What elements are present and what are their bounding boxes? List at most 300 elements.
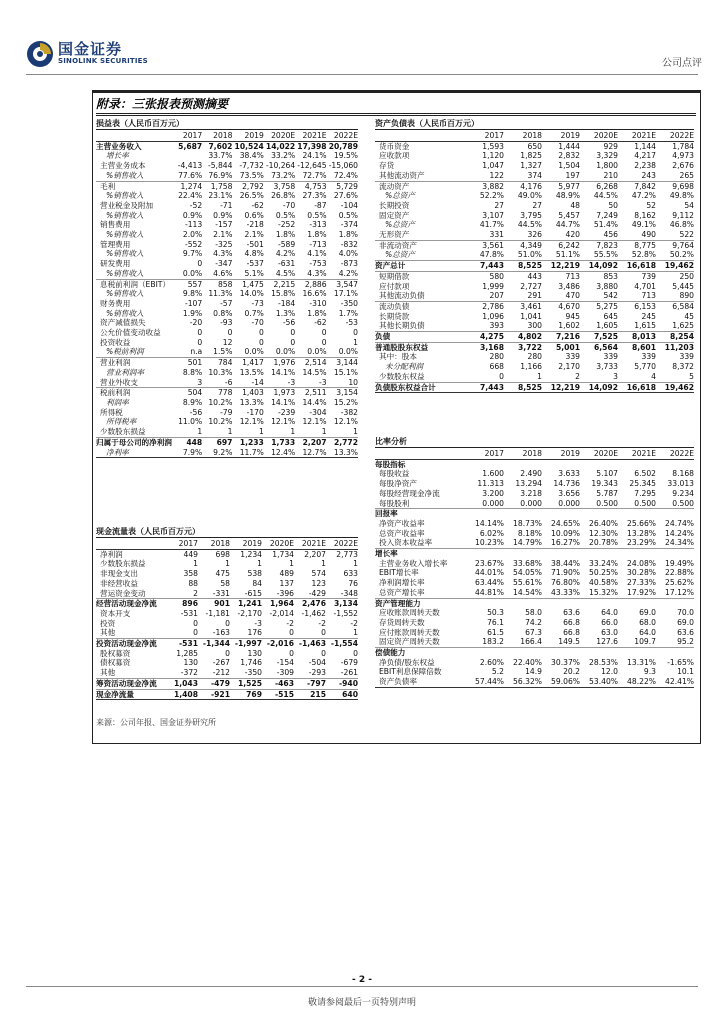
table-row	[375, 598, 694, 608]
value-cell: 449	[183, 549, 198, 559]
value-cell: 4.1%	[307, 249, 327, 259]
value-cell: 1.9%	[182, 308, 203, 318]
value-cell: 17.92%	[618, 588, 656, 598]
value-cell: 697	[216, 437, 233, 447]
table-row	[375, 321, 694, 331]
row-label: 应收账款周转天数	[379, 608, 440, 618]
table-row	[375, 637, 694, 647]
value-cell: 1,241	[237, 599, 262, 609]
value-cell: 1,734	[272, 549, 294, 559]
value-cell: 11,203	[664, 342, 694, 352]
value-cell: -2	[318, 618, 326, 628]
value-cell: 4,176	[520, 181, 542, 191]
value-cell: 109.7	[618, 637, 656, 647]
row-label: 归属于母公司的净利润	[96, 437, 172, 447]
value-cell: -921	[198, 689, 230, 700]
value-cell: 633	[343, 569, 358, 579]
value-cell: -304	[309, 407, 327, 417]
value-cell: 73.2%	[264, 171, 295, 181]
value-cell: 448	[186, 437, 203, 447]
value-cell: 23.29%	[618, 538, 656, 548]
value-cell: 280	[489, 352, 504, 362]
value-cell: -537	[246, 259, 264, 269]
value-cell: -347	[215, 259, 233, 269]
value-cell: 1,800	[596, 161, 618, 171]
value-cell: 49.8%	[669, 191, 694, 201]
value-cell: 9.7%	[182, 249, 203, 259]
value-cell: 149.5	[542, 637, 580, 647]
value-cell: 331	[466, 230, 504, 240]
value-cell: 38.4%	[239, 151, 264, 161]
row-label: 每股股利	[375, 499, 466, 509]
value-cell: 27	[494, 200, 504, 210]
value-cell: 8,162	[634, 210, 656, 220]
value-cell: 1,417	[242, 358, 264, 368]
value-cell: 7,443	[466, 382, 504, 393]
value-cell: 245	[641, 311, 656, 321]
value-cell: 19.5%	[333, 151, 358, 161]
table-row	[96, 549, 358, 559]
value-cell: 166.4	[504, 637, 542, 647]
sinolink-logo-icon	[26, 40, 54, 68]
value-cell: 0.000	[504, 499, 542, 509]
table-row	[96, 668, 358, 678]
value-cell: -52	[189, 200, 203, 210]
row-label: %税前利润	[96, 347, 172, 357]
value-cell: 7.9%	[172, 448, 202, 458]
row-label: 其他流动负债	[375, 291, 466, 301]
value-cell: 11.7%	[232, 448, 263, 458]
value-cell: 4.6%	[202, 269, 232, 279]
row-label: 净利润增长率	[379, 578, 425, 588]
table-row	[96, 609, 358, 619]
row-label: %销售收入	[106, 289, 144, 299]
value-cell: 11.3%	[208, 289, 233, 299]
table-row	[375, 271, 694, 281]
value-cell	[542, 598, 580, 608]
year-header-blank	[96, 539, 166, 549]
value-cell: 59.06%	[542, 677, 580, 687]
value-cell: -157	[215, 220, 233, 230]
value-cell: 0	[227, 328, 233, 338]
value-cell: 243	[618, 171, 656, 181]
value-cell: 50.3	[487, 608, 504, 618]
value-cell: 339	[679, 352, 694, 362]
value-cell: 6,153	[634, 301, 656, 311]
value-cell: 49.1%	[631, 220, 656, 230]
value-cell: 1	[295, 427, 326, 437]
value-cell: 339	[603, 352, 618, 362]
table-row	[96, 437, 358, 447]
value-cell: 2,773	[336, 549, 358, 559]
value-cell: 88	[188, 578, 198, 588]
value-cell: 393	[466, 321, 504, 331]
value-cell: -631	[277, 259, 296, 269]
value-cell: -2,170	[237, 608, 262, 618]
value-cell: 713	[618, 291, 656, 301]
value-cell: 0	[197, 259, 203, 269]
row-label: 投资收益	[100, 337, 131, 347]
value-cell: 25.345	[629, 479, 656, 489]
value-cell: -87	[314, 200, 327, 210]
value-cell: -293	[294, 668, 326, 678]
row-label: 财务费用	[100, 298, 131, 308]
value-cell: 48	[570, 200, 580, 210]
value-cell: 698	[215, 549, 230, 559]
year-header-cell: 2019	[230, 539, 262, 549]
row-label: 资产负债率	[375, 677, 466, 687]
value-cell: 19,462	[656, 382, 694, 393]
value-cell: 1,758	[210, 181, 233, 191]
value-cell: 4.2%	[327, 269, 358, 279]
value-cell: 56.32%	[504, 677, 542, 687]
value-cell: 6.502	[634, 469, 656, 479]
value-cell: 26.8%	[271, 191, 296, 201]
value-cell: 23.67%	[475, 558, 504, 568]
value-cell: 2,514	[304, 358, 327, 368]
value-cell: -615	[230, 589, 262, 599]
year-header-cell: 2018	[202, 131, 232, 141]
value-cell: 2,170	[558, 362, 580, 372]
year-header-cell: 2022E	[656, 131, 694, 141]
value-cell: -396	[262, 589, 294, 599]
value-cell: 1	[289, 559, 294, 569]
value-cell: 2,207	[302, 437, 327, 447]
value-cell: 44.7%	[555, 220, 580, 230]
value-cell: 3,547	[336, 279, 358, 289]
value-cell: 2.1%	[244, 230, 264, 240]
value-cell: 27	[532, 200, 542, 210]
value-cell: 901	[214, 599, 230, 609]
value-cell: 72.4%	[327, 171, 358, 181]
row-label: 投资活动现金净流	[96, 639, 157, 649]
row-label: 负债股东权益合计	[375, 382, 466, 393]
ratio-title: 比率分析	[375, 437, 407, 446]
value-cell: 19.49%	[665, 558, 694, 568]
cashflow-table	[96, 539, 358, 700]
year-header-cell: 2019	[232, 131, 263, 141]
income-title: 损益表（人民币百万元）	[96, 119, 184, 128]
value-cell: 6.02%	[479, 528, 504, 538]
value-cell: 265	[656, 171, 694, 181]
year-header-cell: 2020E	[262, 539, 294, 549]
value-cell: 0.500	[656, 499, 694, 509]
value-cell: 25.62%	[665, 578, 694, 588]
value-cell: 14,022	[265, 141, 296, 151]
title-rule-2	[96, 115, 696, 116]
value-cell: 5.2	[491, 667, 504, 677]
row-label: 普通股股东权益	[375, 342, 429, 352]
value-cell: 0	[321, 328, 327, 338]
value-cell: 43.33%	[542, 588, 580, 598]
row-label: %销售收入	[106, 249, 144, 259]
row-label: 其中：股本	[379, 352, 417, 362]
row-label: %总资产	[385, 191, 415, 201]
value-cell: 12.1%	[271, 417, 296, 427]
value-cell: -382	[340, 407, 358, 417]
value-cell: 14.736	[553, 479, 580, 489]
table-row	[96, 388, 358, 398]
value-cell: 63.44%	[475, 578, 504, 588]
value-cell: 207	[466, 291, 504, 301]
value-cell: 64.0	[639, 627, 656, 637]
value-cell: -170	[246, 407, 264, 417]
value-cell: 12,219	[542, 382, 580, 393]
value-cell: 339	[565, 352, 580, 362]
value-cell: 713	[565, 271, 580, 281]
value-cell: 769	[230, 689, 262, 700]
value-cell: -239	[277, 407, 296, 417]
value-cell: 57.44%	[466, 677, 504, 687]
value-cell: 1,964	[269, 599, 294, 609]
value-cell: -679	[340, 658, 358, 668]
value-cell: -372	[166, 668, 198, 678]
value-cell: 33.24%	[589, 558, 618, 568]
row-label: 固定资产周转天数	[375, 637, 466, 647]
row-label: 经营活动现金净流	[96, 599, 157, 609]
value-cell: 1	[321, 559, 326, 569]
value-cell: 1.600	[482, 469, 504, 479]
value-cell: 0.9%	[213, 210, 233, 220]
table-row	[375, 141, 694, 151]
value-cell: 1,593	[482, 141, 504, 151]
value-cell: 5,977	[558, 181, 580, 191]
value-cell: 3.633	[558, 469, 580, 479]
value-cell: 13.3%	[239, 397, 264, 407]
value-cell	[656, 459, 694, 469]
table-row	[96, 151, 358, 161]
value-cell: 4,973	[672, 151, 694, 161]
value-cell: 15.2%	[333, 397, 358, 407]
row-label: 主营业务收入	[96, 141, 142, 151]
value-cell: 929	[603, 141, 618, 151]
value-cell: 2,676	[672, 161, 694, 171]
value-cell: -531	[178, 639, 198, 649]
row-label: 息税前利润（EBIT）	[100, 279, 171, 289]
value-cell: 1,403	[242, 388, 264, 398]
value-cell: 4	[618, 372, 656, 382]
value-cell: 3,733	[596, 362, 618, 372]
value-cell: 84	[252, 578, 262, 588]
value-cell: 63.0	[601, 627, 618, 637]
value-cell: 95.2	[656, 637, 694, 647]
value-cell: 15.8%	[271, 289, 296, 299]
value-cell: -479	[198, 678, 230, 689]
value-cell: 4,275	[466, 332, 504, 343]
value-cell: 52.8%	[618, 250, 656, 260]
table-row	[96, 639, 358, 649]
value-cell: 1	[257, 559, 262, 569]
balance-title-rule	[375, 129, 694, 130]
year-header-row	[96, 131, 358, 141]
value-cell: 6,584	[672, 301, 694, 311]
value-cell: 339	[641, 352, 656, 362]
table-row	[96, 201, 358, 211]
value-cell: 0.5%	[338, 210, 358, 220]
value-cell: 0	[466, 372, 504, 382]
value-cell: 3	[172, 378, 202, 388]
value-cell: -53	[345, 318, 358, 328]
table-row	[96, 678, 358, 689]
value-cell: 945	[565, 311, 580, 321]
value-cell: 13.31%	[627, 657, 656, 667]
value-cell: -267	[212, 658, 230, 668]
row-label: 资产总计	[375, 261, 466, 272]
row-label: 少数股东损益	[100, 559, 146, 569]
row-label: 少数股东损益	[96, 427, 172, 437]
year-header-blank	[375, 449, 466, 459]
value-cell: 7,525	[580, 332, 618, 343]
value-cell: 61.5	[487, 627, 504, 637]
table-row	[375, 499, 694, 509]
value-cell: 1	[504, 372, 542, 382]
value-cell: -79	[220, 407, 233, 417]
value-cell: 1,625	[656, 321, 694, 331]
value-cell: 73.5%	[232, 171, 263, 181]
value-cell: 420	[542, 230, 580, 240]
value-cell: 250	[679, 271, 694, 281]
value-cell: 853	[603, 271, 618, 281]
value-cell: 574	[311, 569, 326, 579]
value-cell: -350	[230, 668, 262, 678]
value-cell: 41.7%	[479, 220, 504, 230]
value-cell	[504, 549, 542, 559]
value-cell: 0	[197, 328, 203, 338]
value-cell: 12.1%	[302, 417, 327, 427]
table-row	[96, 181, 358, 191]
value-cell: 42.41%	[656, 677, 694, 687]
value-cell: 1,047	[482, 161, 504, 171]
value-cell: -374	[340, 220, 358, 230]
value-cell: -1,554	[330, 639, 358, 649]
table-row	[96, 628, 358, 638]
value-cell: 12.1%	[239, 417, 264, 427]
value-cell: 8,775	[634, 240, 656, 250]
value-cell: 645	[603, 311, 618, 321]
income-table	[96, 131, 358, 458]
value-cell	[466, 509, 504, 519]
value-cell: 4.3%	[213, 249, 233, 259]
row-label: 营业利润	[100, 358, 131, 368]
value-cell: 51.0%	[504, 250, 542, 260]
value-cell: 47.8%	[466, 250, 504, 260]
row-label: 主营业务收入增长率	[379, 558, 448, 568]
value-cell: 12.1%	[333, 417, 358, 427]
value-cell: 76.1	[487, 617, 504, 627]
value-cell: 5,275	[596, 301, 618, 311]
value-cell: 4,802	[504, 332, 542, 343]
value-cell: 8.18%	[517, 528, 542, 538]
table-row	[375, 608, 694, 618]
table-row	[96, 220, 358, 230]
table-row	[96, 649, 358, 659]
value-cell: 0	[225, 648, 230, 658]
table-row	[375, 220, 694, 230]
value-cell: 127.6	[580, 637, 618, 647]
value-cell: 1,041	[520, 311, 542, 321]
value-cell: 1,444	[558, 141, 580, 151]
value-cell: 1,233	[239, 437, 264, 447]
value-cell: 8,525	[504, 382, 542, 393]
value-cell: 0	[294, 628, 326, 638]
value-cell: 1.8%	[275, 230, 296, 240]
value-cell: -57	[220, 298, 233, 308]
value-cell: 7,823	[596, 240, 618, 250]
value-cell	[618, 509, 656, 519]
value-cell: 13.28%	[627, 528, 656, 538]
value-cell: 10.09%	[551, 528, 580, 538]
value-cell: 3,168	[479, 342, 504, 352]
value-cell: 542	[580, 291, 618, 301]
table-row	[375, 312, 694, 322]
value-cell: 14.14%	[475, 518, 504, 528]
value-cell: 45	[684, 311, 694, 321]
value-cell: 49.0%	[517, 191, 542, 201]
value-cell: -184	[277, 298, 296, 308]
value-cell: 183.2	[466, 637, 504, 647]
value-cell: 1	[193, 559, 198, 569]
value-cell: 0	[353, 328, 358, 338]
value-cell: 522	[656, 230, 694, 240]
value-cell: 1	[232, 427, 263, 437]
value-cell: 784	[217, 358, 233, 368]
row-label: 未分配利润	[385, 362, 423, 372]
value-cell	[542, 509, 580, 519]
value-cell	[466, 549, 504, 559]
value-cell: -6	[202, 378, 232, 388]
logo-text-en: SINOLINK SECURITIES	[58, 57, 148, 65]
source-note: 来源：公司年报、国金证券研究所	[96, 718, 216, 727]
value-cell: 47.2%	[631, 191, 656, 201]
value-cell: 5,001	[555, 342, 580, 352]
value-cell: 137	[279, 578, 294, 588]
table-row	[375, 151, 694, 161]
value-cell: 66.8	[563, 627, 580, 637]
value-cell: 9.2%	[202, 448, 232, 458]
value-cell: 1,733	[271, 437, 296, 447]
row-label: 存货	[379, 161, 395, 171]
value-cell: 14.79%	[504, 538, 542, 548]
value-cell: -4,413	[177, 161, 203, 171]
value-cell: -310	[309, 298, 327, 308]
value-cell: -107	[184, 298, 203, 308]
value-cell: 197	[542, 171, 580, 181]
value-cell: 326	[504, 230, 542, 240]
value-cell: 2,207	[304, 549, 326, 559]
value-cell: 23.1%	[208, 191, 233, 201]
header-divider	[26, 74, 698, 75]
value-cell	[504, 509, 542, 519]
table-row	[96, 347, 358, 357]
value-cell: 0.6%	[244, 210, 264, 220]
value-cell: 12	[222, 337, 233, 347]
value-cell: 0	[321, 648, 326, 658]
document-type: 公司点评	[662, 58, 702, 69]
row-label: 非现金支出	[100, 569, 138, 579]
value-cell: 3,134	[333, 599, 358, 609]
value-cell: 0	[262, 628, 294, 638]
value-cell: 9.3	[643, 667, 656, 677]
value-cell: 76.9%	[202, 171, 232, 181]
value-cell: -531	[180, 608, 198, 618]
value-cell: -10,264	[265, 161, 296, 171]
value-cell: 8,601	[631, 342, 656, 352]
table-row	[375, 489, 694, 499]
table-row	[96, 559, 358, 569]
value-cell: -14	[232, 378, 263, 388]
value-cell: -1,462	[301, 608, 326, 618]
value-cell: 358	[183, 569, 198, 579]
